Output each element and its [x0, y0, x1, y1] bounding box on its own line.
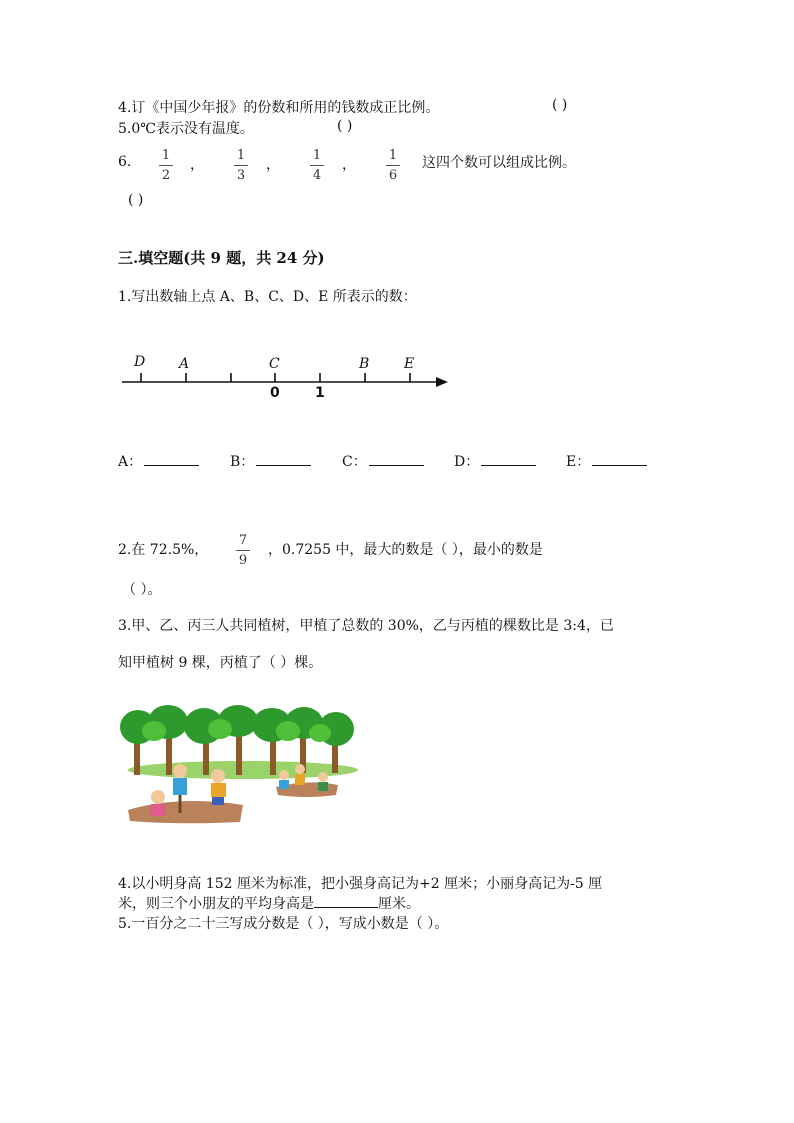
point-label-a: A	[179, 356, 190, 372]
fraction-denominator: 9	[238, 553, 248, 568]
fraction-denominator: 2	[161, 168, 171, 183]
fraction-bar	[310, 165, 324, 166]
fraction	[307, 147, 327, 184]
child-figure	[212, 797, 224, 805]
fill-question-2-suffix: ，0.7255 中，最大的数是（ ），最小的数是	[268, 542, 543, 558]
tree-trunk	[166, 733, 172, 775]
fill-question-4-line1: 4.以小明身高 152 厘米为标准，把小强身高记为+2 厘米；小丽身高记为-5 厘	[118, 876, 603, 892]
judge-question-6-number: 6.	[118, 154, 132, 170]
arrow-head-icon	[436, 377, 448, 387]
answer-paren[interactable]: ( )	[128, 192, 144, 208]
answer-blank[interactable]	[144, 453, 199, 466]
child-figure	[173, 778, 187, 795]
separator-comma: ，	[190, 157, 204, 173]
fill-question-2-line2: （ ）。	[122, 582, 162, 598]
answer-c: C：	[342, 451, 424, 471]
point-label-c: C	[269, 356, 280, 372]
fraction-numerator: 1	[161, 148, 171, 163]
fraction-bar	[159, 165, 173, 166]
fraction-bar	[234, 165, 248, 166]
answer-blank[interactable]	[592, 453, 647, 466]
tick-label-one: 1	[315, 385, 325, 401]
fraction	[231, 147, 251, 184]
point-label-e: E	[404, 356, 415, 372]
fraction	[156, 147, 176, 184]
judge-question-5: 5.0℃表示没有温度。	[118, 121, 254, 137]
section-heading: 三.填空题(共 9 题，共 24 分)	[118, 249, 325, 267]
tick-label-zero: 0	[270, 385, 280, 401]
answer-paren[interactable]: ( )	[552, 97, 568, 113]
fill-question-3-line2: 知甲植树 9 棵，丙植了（ ）棵。	[118, 655, 323, 671]
answer-blank[interactable]	[314, 895, 378, 908]
answer-blank[interactable]	[369, 453, 424, 466]
child-figure	[151, 790, 165, 804]
fraction-numerator: 1	[388, 148, 398, 163]
fraction-denominator: 6	[388, 168, 398, 183]
child-figure	[211, 783, 226, 797]
child-figure	[295, 774, 305, 785]
fill-question-1: 1.写出数轴上点 A、B、C、D、E 所表示的数：	[118, 289, 417, 305]
answer-d: D：	[454, 451, 536, 471]
answer-b: B：	[230, 451, 311, 471]
point-label-d: D	[134, 354, 146, 370]
fraction-denominator: 4	[312, 168, 322, 183]
child-figure	[279, 770, 289, 780]
child-figure	[211, 769, 225, 783]
fill-question-4-line2: 米，则三个小朋友的平均身高是 厘米。	[118, 896, 420, 912]
child-figure	[279, 780, 289, 789]
fraction-denominator: 3	[236, 168, 246, 183]
answer-paren[interactable]: ( )	[337, 118, 353, 134]
point-label-b: B	[359, 356, 370, 372]
judge-question-4: 4.订《中国少年报》的份数和所用的钱数成正比例。	[118, 100, 440, 116]
tree-trunk	[236, 733, 242, 775]
separator-comma: ，	[342, 157, 356, 173]
fraction-numerator: 7	[238, 533, 248, 548]
child-figure	[173, 764, 187, 778]
fraction-bar	[236, 550, 250, 551]
fraction-numerator: 1	[312, 148, 322, 163]
answer-blank[interactable]	[256, 453, 311, 466]
separator-comma: ，	[266, 157, 280, 173]
number-line	[118, 370, 453, 390]
child-figure	[318, 772, 328, 782]
fill-question-5: 5.一百分之二十三写成分数是（ ），写成小数是（ ）。	[118, 916, 449, 932]
fill-question-3-line1: 3.甲、乙、丙三人共同植树，甲植了总数的 30%，乙与丙植的棵数比是 3:4，已	[118, 618, 614, 634]
answer-e: E：	[566, 451, 647, 471]
child-figure	[151, 804, 165, 816]
answer-a: A：	[118, 451, 199, 471]
child-figure	[295, 764, 305, 774]
judge-question-6-text: 这四个数可以组成比例。	[422, 155, 576, 171]
fraction	[383, 147, 403, 184]
fill-question-2-prefix: 2.在 72.5%，	[118, 542, 209, 558]
fraction	[233, 532, 253, 569]
soil-patch	[128, 801, 243, 823]
answer-blank[interactable]	[481, 453, 536, 466]
child-figure	[318, 782, 328, 791]
fraction-bar	[386, 165, 400, 166]
tree-planting-illustration	[118, 705, 360, 825]
fraction-numerator: 1	[236, 148, 246, 163]
